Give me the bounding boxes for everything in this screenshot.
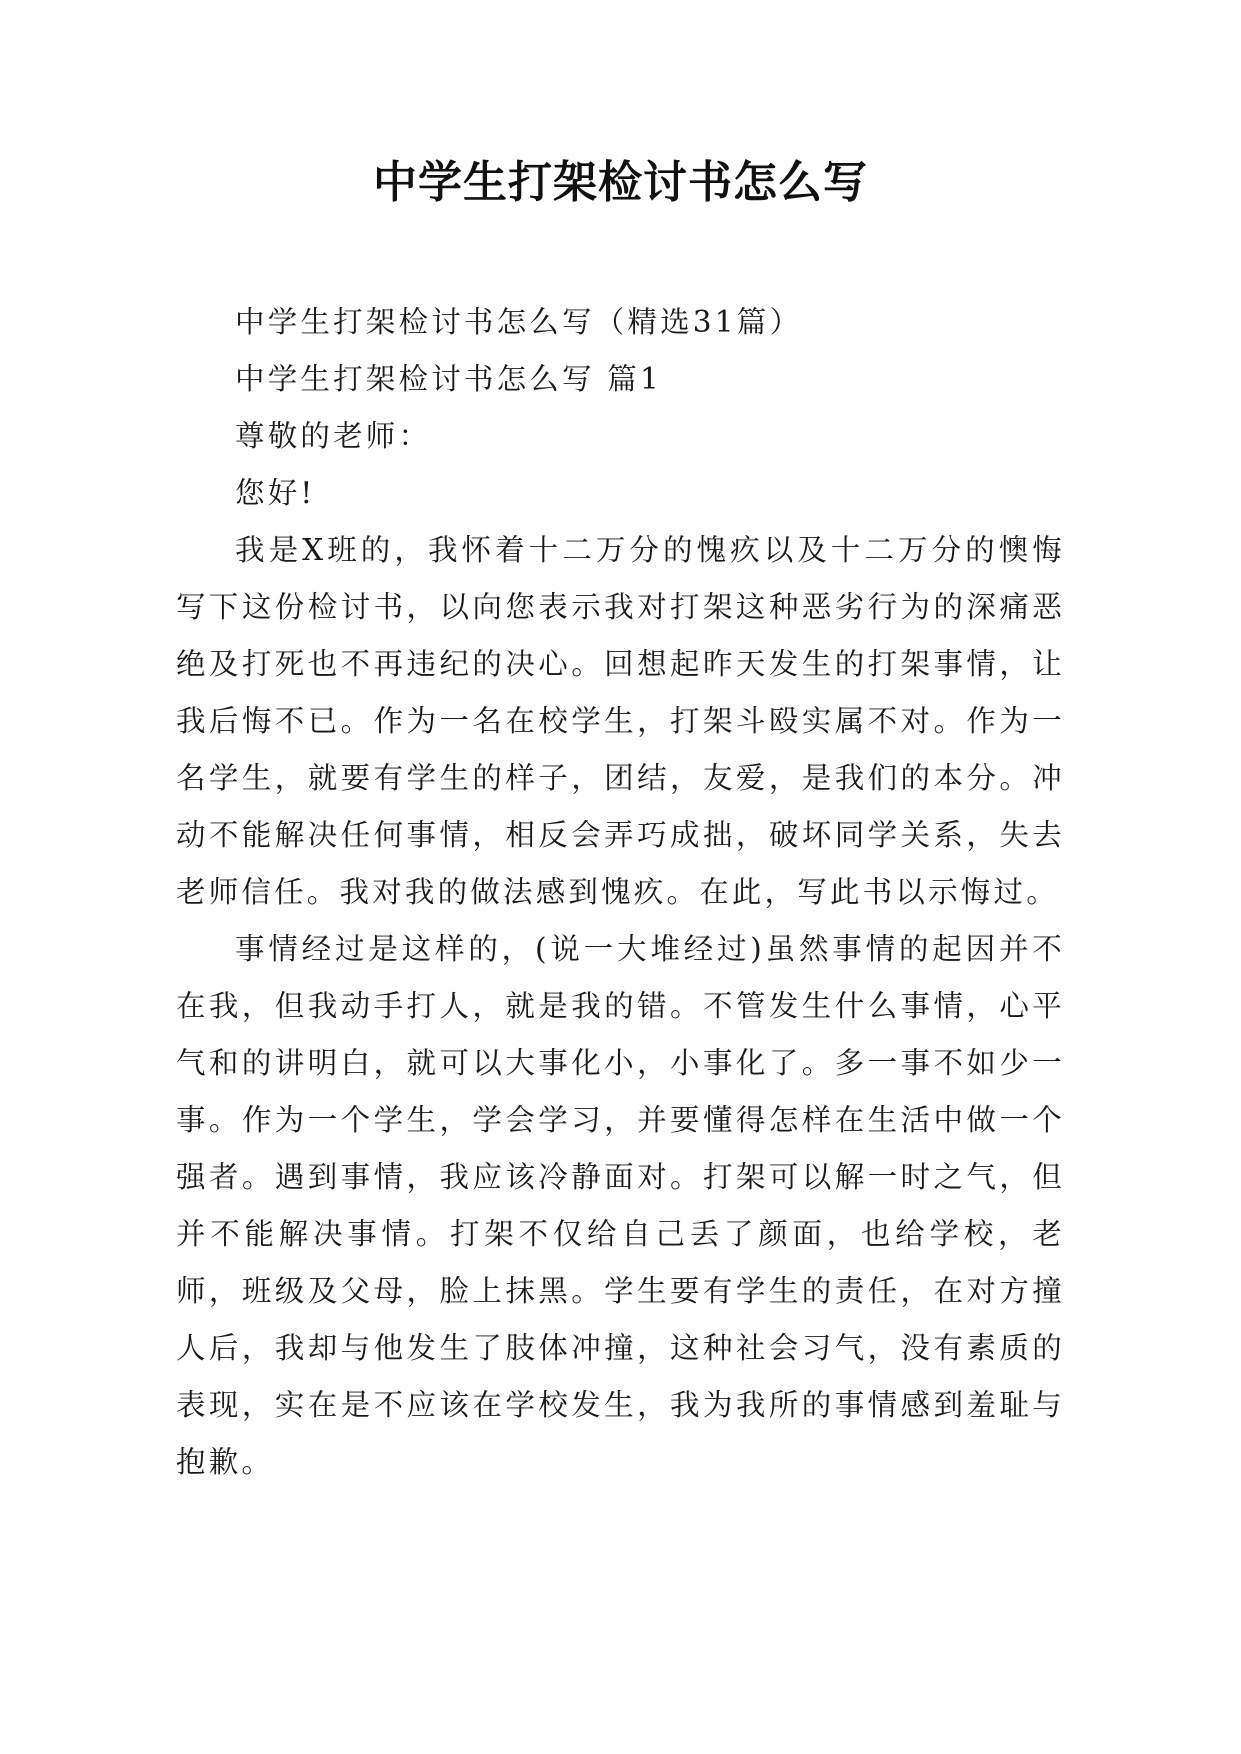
body-paragraph: 我是X班的，我怀着十二万分的愧疚以及十二万分的懊悔写下这份检讨书，以向您表示我对打架这种恶劣行为的深痛恶绝及打死也不再违纪的决心。回想起昨天发生的打架事情，让我后悔不已。作为一名在校学生，打架斗殴实属不对。作为一名学生，就要有学生的样子，团结，友爱，是我们的本分。冲动不能解决任何事情，相反会弄巧成拙，破坏同学关系，失去老师信任。我对我的做法感到愧疚。在此，写此书以示悔过。 [176, 533, 1065, 909]
section-heading-paragraph: 中学生打架检讨书怎么写 篇1 [235, 362, 662, 396]
greeting-paragraph: 您好! [235, 476, 316, 510]
document-body [176, 294, 1065, 1491]
salutation-paragraph: 尊敬的老师： [235, 419, 432, 453]
document-title: 中学生打架检讨书怎么写 [373, 157, 868, 208]
subtitle-paragraph: 中学生打架检讨书怎么写（精选31篇） [235, 305, 803, 339]
body-paragraph: 事情经过是这样的，(说一大堆经过)虽然事情的起因并不在我，但我动手打人，就是我的错。不管发生什么事情，心平气和的讲明白，就可以大事化小，小事化了。多一事不如少一事。作为一个学生，学会学习，并要懂得怎样在生活中做一个强者。遇到事情，我应该冷静面对。打架可以解一时之气，但并不能解决事情。打架不仅给自己丢了颜面，也给学校，老师，班级及父母，脸上抹黑。学生要有学生的责任，在对方撞人后，我却与他发生了肢体冲撞，这种社会习气，没有素质的表现，实在是不应该在学校发生，我为我所的事情感到羞耻与抱歉。 [176, 932, 1065, 1479]
